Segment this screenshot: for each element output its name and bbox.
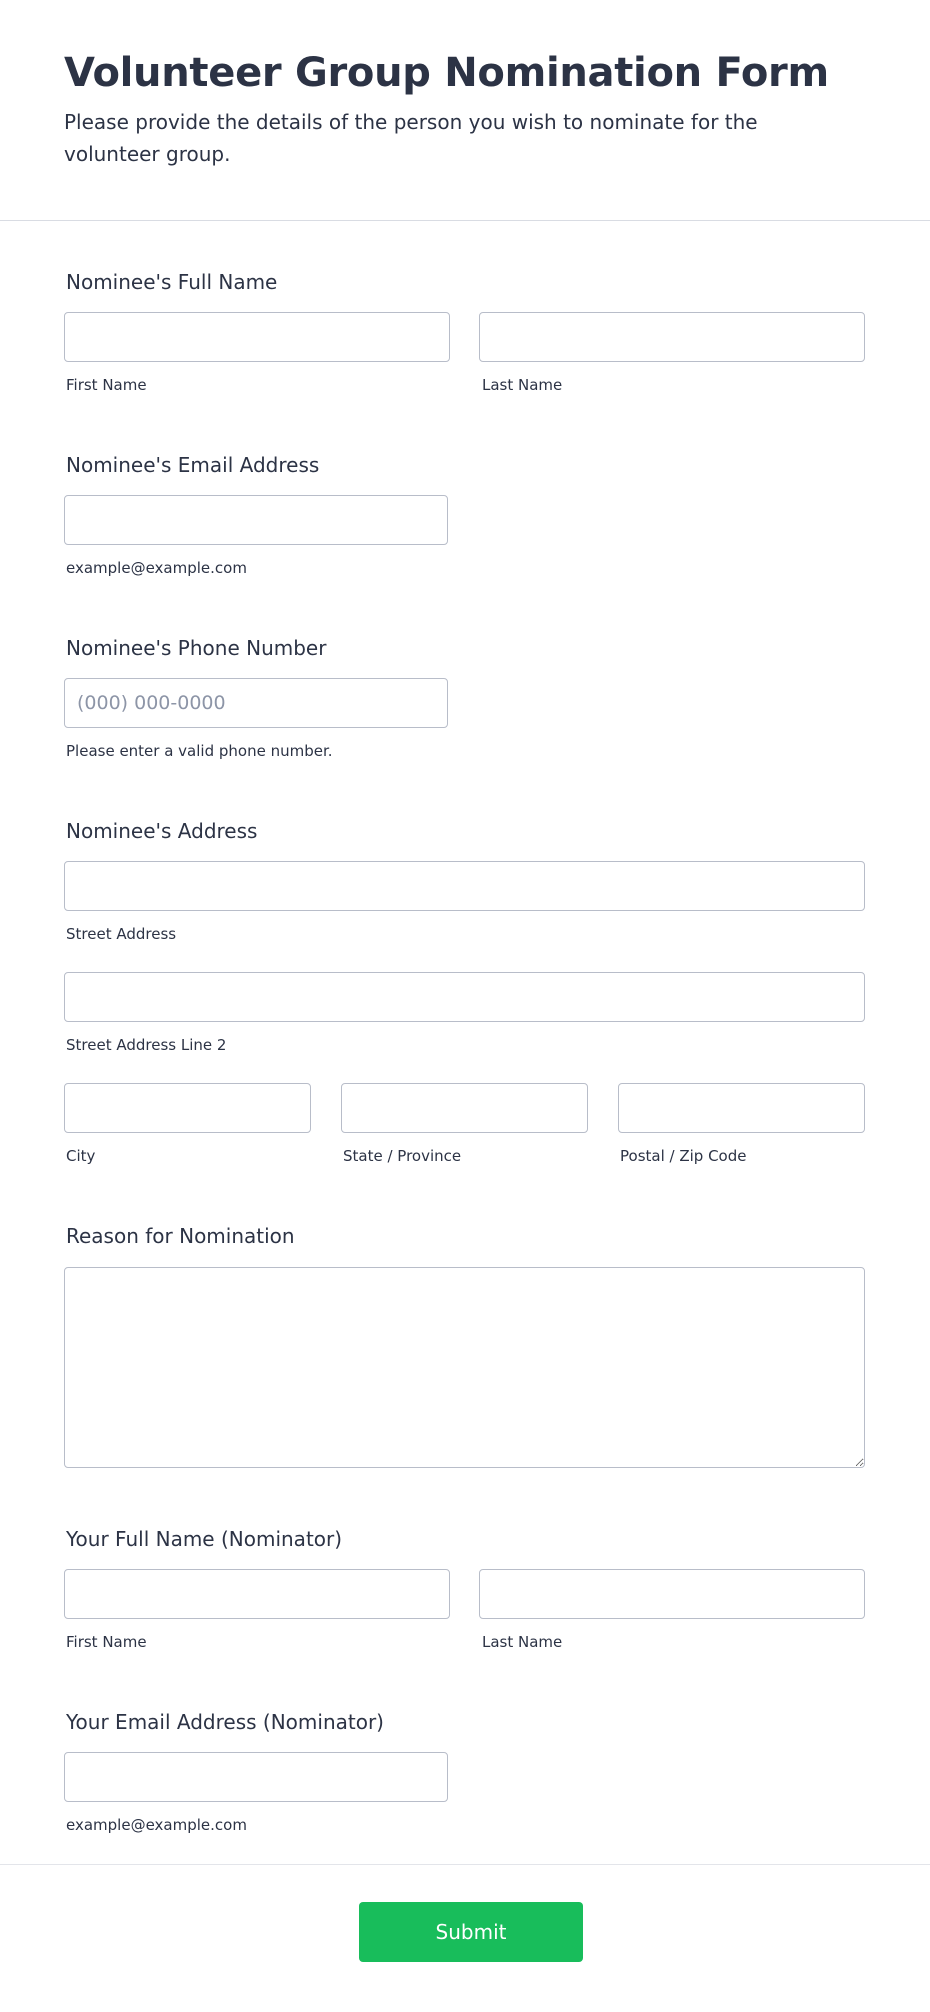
street-address-input[interactable] (64, 861, 865, 911)
nominee-first-name-sublabel: First Name (66, 376, 147, 394)
form-subtitle: Please provide the details of the person you wish to nominate for the volunteer group. (64, 110, 758, 166)
reason-textarea[interactable] (64, 1267, 865, 1468)
nominator-email-input[interactable] (64, 1752, 448, 1802)
nominee-phone-label: Nominee's Phone Number (66, 636, 327, 660)
nominee-last-name-sublabel: Last Name (482, 376, 563, 394)
state-province-input[interactable] (341, 1083, 588, 1133)
form-title: Volunteer Group Nomination Form (64, 50, 829, 96)
postal-zip-input[interactable] (618, 1083, 865, 1133)
street-address-line2-sublabel: Street Address Line 2 (66, 1036, 227, 1054)
footer-divider (0, 1864, 930, 1865)
submit-button[interactable]: Submit (359, 1902, 583, 1962)
nominator-name-label: Your Full Name (Nominator) (66, 1527, 343, 1551)
nominee-phone-input[interactable] (64, 678, 448, 728)
postal-zip-sublabel: Postal / Zip Code (620, 1147, 747, 1165)
nominee-address-label: Nominee's Address (66, 819, 258, 843)
reason-label: Reason for Nomination (66, 1224, 295, 1248)
nominee-name-label: Nominee's Full Name (66, 270, 278, 294)
nominator-last-name-input[interactable] (479, 1569, 865, 1619)
city-input[interactable] (64, 1083, 311, 1133)
street-address-sublabel: Street Address (66, 925, 177, 943)
nominee-first-name-input[interactable] (64, 312, 450, 362)
nominee-email-sublabel: example@example.com (66, 559, 247, 577)
nominator-last-name-sublabel: Last Name (482, 1633, 563, 1651)
state-province-sublabel: State / Province (343, 1147, 462, 1165)
nominee-last-name-input[interactable] (479, 312, 865, 362)
nominator-first-name-input[interactable] (64, 1569, 450, 1619)
nominator-email-label: Your Email Address (Nominator) (66, 1710, 384, 1734)
nominator-first-name-sublabel: First Name (66, 1633, 147, 1651)
street-address-line2-input[interactable] (64, 972, 865, 1022)
nominee-email-label: Nominee's Email Address (66, 453, 320, 477)
nominator-email-sublabel: example@example.com (66, 1816, 247, 1834)
nominee-phone-sublabel: Please enter a valid phone number. (66, 742, 333, 760)
nominee-email-input[interactable] (64, 495, 448, 545)
form-header (0, 0, 930, 221)
city-sublabel: City (66, 1147, 96, 1165)
